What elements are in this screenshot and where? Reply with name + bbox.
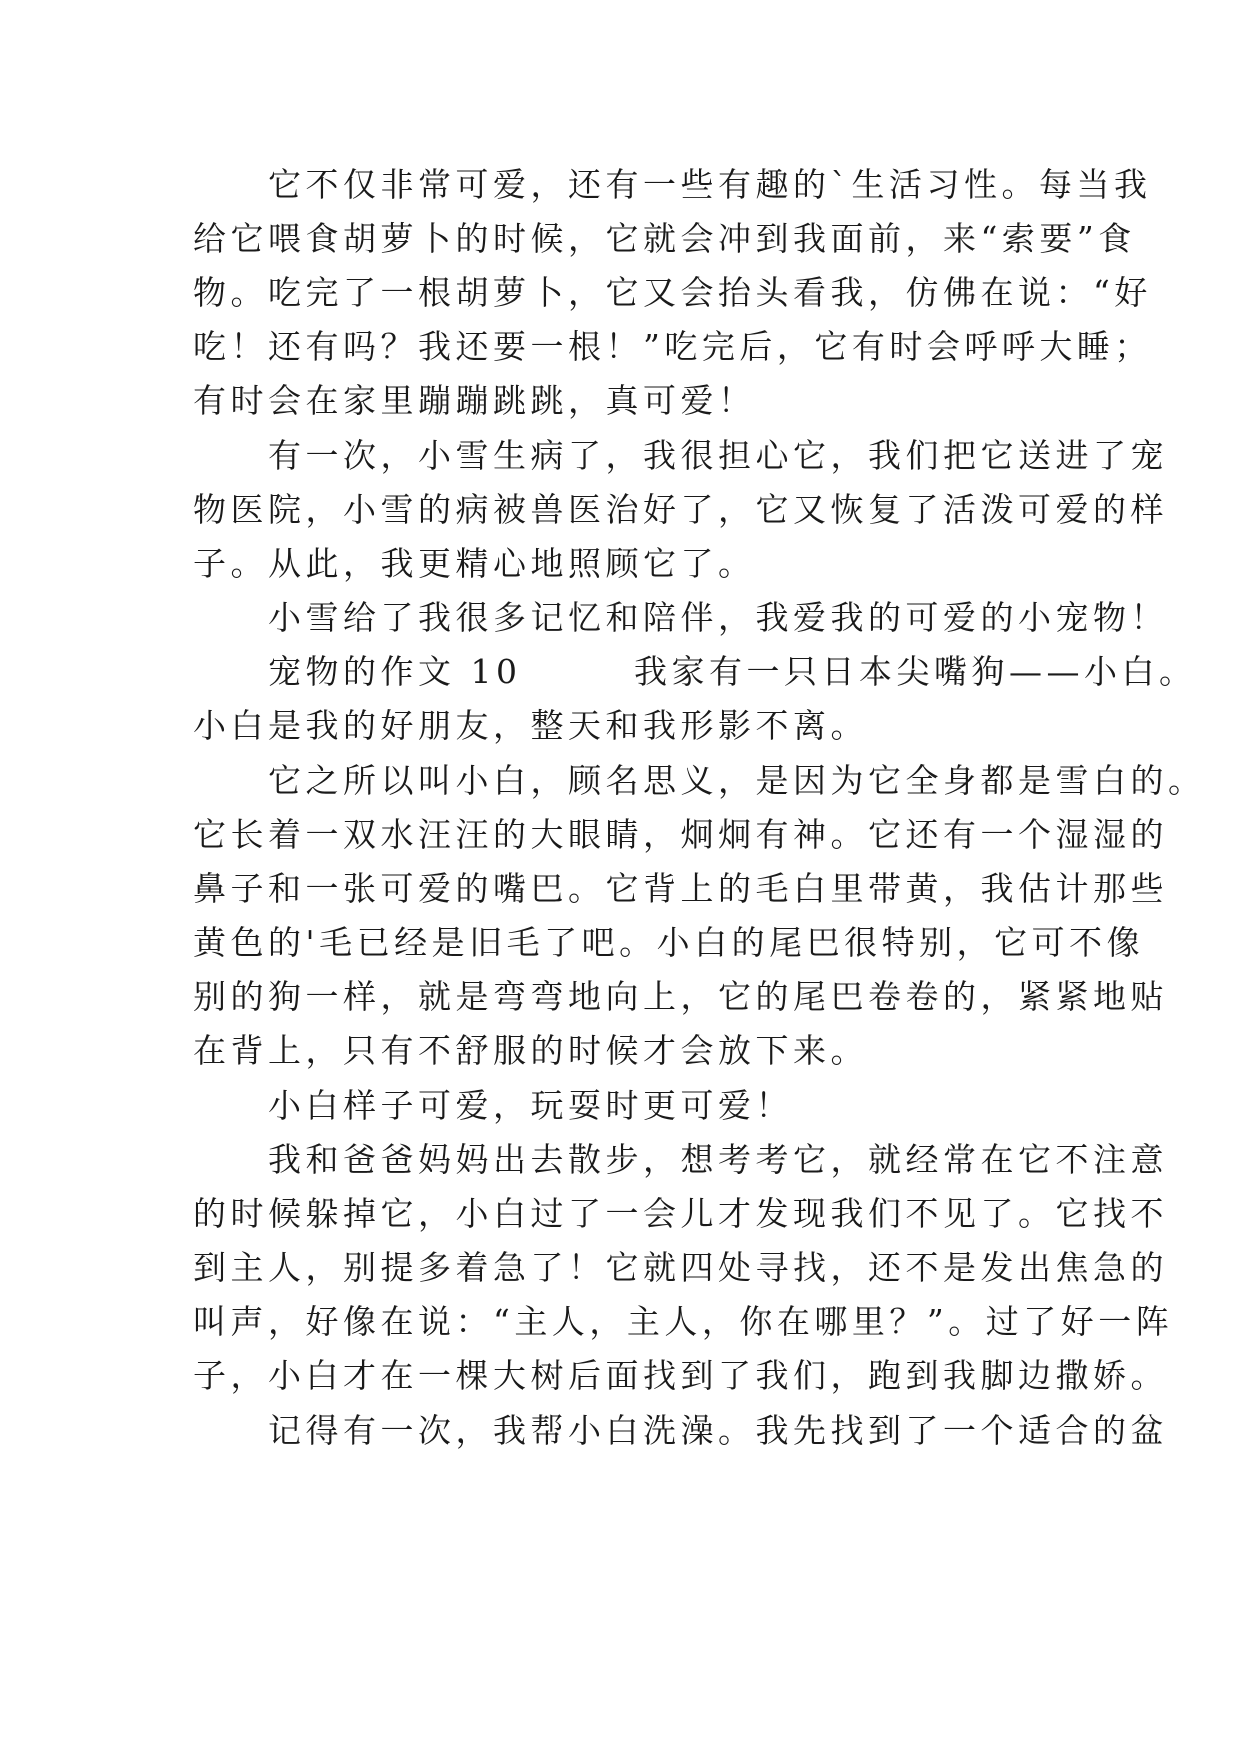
text-line: 小雪给了我很多记忆和陪伴，我爱我的可爱的小宠物！ xyxy=(193,598,1168,637)
text-line: 叫声，好像在说：“主人，主人，你在哪里？”。过了好一阵 xyxy=(193,1302,1174,1341)
text-line: 别的狗一样，就是弯弯地向上，它的尾巴卷卷的，紧紧地贴 xyxy=(193,977,1168,1016)
text-line: 鼻子和一张可爱的嘴巴。它背上的毛白里带黄，我估计那些 xyxy=(193,869,1168,908)
text-line: 有时会在家里蹦蹦跳跳，真可爱！ xyxy=(193,381,756,420)
text-line: 它长着一双水汪汪的大眼睛，炯炯有神。它还有一个湿湿的 xyxy=(193,815,1168,854)
text-line: 有一次，小雪生病了，我很担心它，我们把它送进了宠 xyxy=(193,436,1168,475)
text-line: 黄色的'毛已经是旧毛了吧。小白的尾巴很特别，它可不像 xyxy=(193,923,1145,962)
text-line: 吃！还有吗？我还要一根！”吃完后，它有时会呼呼大睡； xyxy=(193,327,1152,366)
text-line: 给它喂食胡萝卜的时候，它就会冲到我面前，来“索要”食 xyxy=(193,219,1136,258)
text-line: 它之所以叫小白，顾名思义，是因为它全身都是雪白的。 xyxy=(193,761,1206,800)
text-line: 到主人，别提多着急了！它就四处寻找，还不是发出焦急的 xyxy=(193,1248,1168,1287)
text-line: 小白是我的好朋友，整天和我形影不离。 xyxy=(193,706,868,745)
text-line: 物。吃完了一根胡萝卜，它又会抬头看我，仿佛在说：“好 xyxy=(193,273,1152,312)
text-line: 子，小白才在一棵大树后面找到了我们，跑到我脚边撒娇。 xyxy=(193,1356,1168,1395)
text-line: 物医院，小雪的病被兽医治好了，它又恢复了活泼可爱的样 xyxy=(193,490,1168,529)
text-line: 小白样子可爱，玩耍时更可爱！ xyxy=(193,1086,793,1125)
text-line: 的时候躲掉它，小白过了一会儿才发现我们不见了。它找不 xyxy=(193,1194,1168,1233)
text-line: 我和爸爸妈妈出去散步，想考考它，就经常在它不注意 xyxy=(193,1140,1168,1179)
text-line: 它不仅非常可爱，还有一些有趣的`生活习性。每当我 xyxy=(193,165,1152,204)
text-line: 子。从此，我更精心地照顾它了。 xyxy=(193,544,756,583)
text-line: 在背上，只有不舒服的时候才会放下来。 xyxy=(193,1031,868,1070)
text-line: 记得有一次，我帮小白洗澡。我先找到了一个适合的盆 xyxy=(193,1411,1168,1450)
text-line: 宠物的作文 10 我家有一只日本尖嘴狗——小白。 xyxy=(193,652,1197,691)
